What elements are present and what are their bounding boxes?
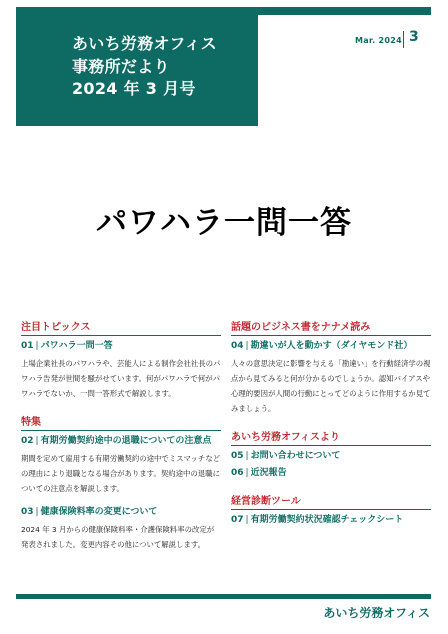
item-separator: |	[245, 341, 249, 351]
toc-item-06[interactable]	[231, 466, 431, 480]
item-number: 06	[231, 468, 244, 478]
item-title: 健康保険料率の変更について	[40, 507, 158, 517]
toc-item-01[interactable]	[21, 339, 221, 353]
item-title: 勘違いが人を動かす（ダイヤモンド社）	[250, 341, 413, 351]
issue-divider	[403, 31, 404, 48]
item-number: 07	[231, 515, 244, 525]
item-separator: |	[35, 436, 39, 446]
toc-item-04[interactable]	[231, 339, 431, 353]
item-separator: |	[245, 515, 249, 525]
toc-item-07[interactable]	[231, 513, 431, 527]
item-summary: 上場企業社長のパワハラや、芸能人による制作会社社長のパワハラ告発が世間を騒がせています。何がパワハラで何がパワハラでないか、一問一答形式で解説します。	[21, 359, 221, 398]
issue-number: 3	[409, 29, 419, 45]
headline: パワハラ一問一答	[96, 205, 352, 241]
item-title: パワハラ一問一答	[40, 341, 113, 351]
item-number: 01	[21, 341, 34, 351]
item-title: お問い合わせについて	[250, 451, 341, 461]
item-summary: 人々の意思決定に影響を与える「勘違い」を行動経済学の視点から見てみると何が分かるのでしょうか。認知バイアスや心理的要因が人間の行動にとってどのように作用するか見てみましょう。	[231, 359, 431, 413]
item-number: 05	[231, 451, 244, 461]
item-separator: |	[35, 341, 39, 351]
item-number: 04	[231, 341, 244, 351]
item-title: 近況報告	[250, 468, 287, 478]
section-heading-diagnostic-tools: 経営診断ツール	[231, 492, 431, 510]
item-summary: 期間を定めて雇用する有期労働契約の途中でミスマッチなどの理由により退職となる場合があります。契約途中の退職についての注意点を解説します。	[21, 454, 221, 493]
item-title: 有期労働契約状況確認チェックシート	[250, 515, 404, 525]
item-separator: |	[245, 468, 249, 478]
top-rule	[16, 7, 431, 15]
item-title: 有期労働契約途中の退職についての注意点	[40, 436, 212, 446]
item-summary: 2024 年 3 月からの健康保険料率・介護保険料率の改定が発表されました。変更内容その他について解説します。	[21, 525, 215, 549]
item-separator: |	[245, 451, 249, 461]
footer-org-name: あいち労務オフィス	[323, 606, 430, 620]
item-number: 03	[21, 507, 34, 517]
bottom-rule	[16, 594, 431, 599]
office-name: あいち労務オフィス	[72, 34, 217, 53]
title-block	[16, 15, 258, 126]
issue-label: 2024 年 3 月号	[72, 79, 196, 98]
item-number: 02	[21, 436, 34, 446]
toc-item-02[interactable]	[21, 434, 221, 448]
toc-item-05[interactable]	[231, 449, 431, 463]
toc-item-03[interactable]	[21, 505, 221, 519]
item-separator: |	[35, 507, 39, 517]
right-column	[231, 318, 431, 527]
section-heading-topics: 注目トピックス	[21, 318, 221, 336]
section-heading-business-books: 話題のビジネス書をナナメ読み	[231, 318, 431, 336]
newsletter-name: 事務所だより	[72, 57, 170, 76]
section-heading-feature: 特集	[21, 413, 221, 431]
section-heading-office-news: あいち労務オフィスより	[231, 428, 431, 446]
left-column	[21, 318, 221, 552]
issue-date: Mar. 2024	[355, 36, 402, 45]
